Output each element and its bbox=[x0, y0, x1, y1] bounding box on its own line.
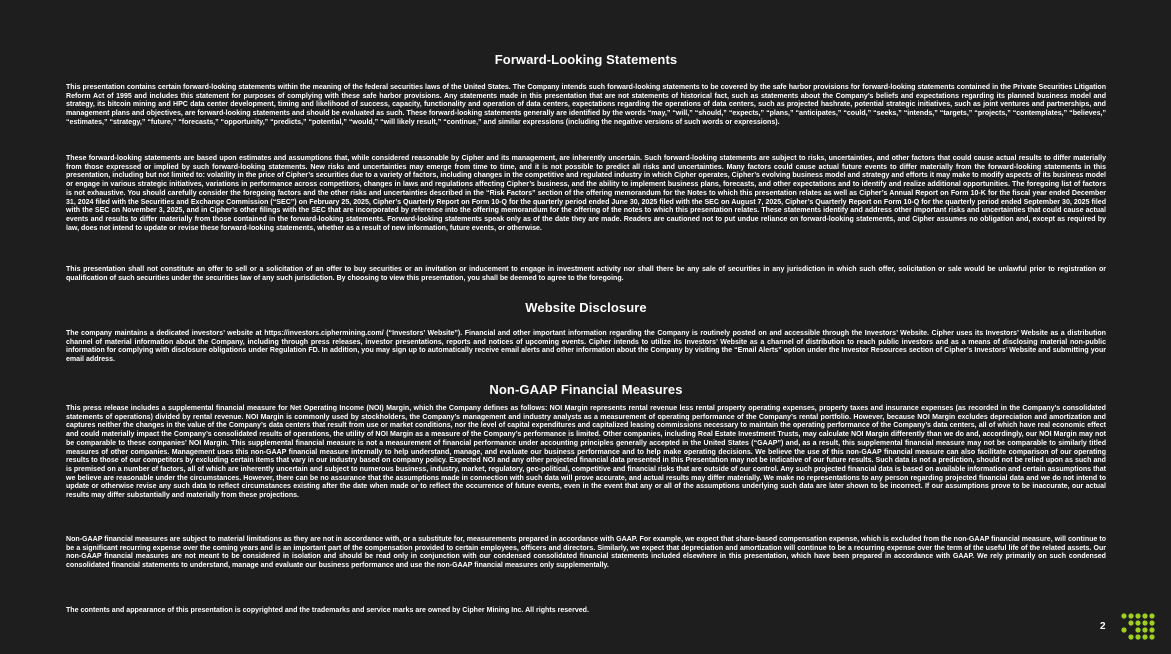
non-gaap-paragraph-2: Non-GAAP financial measures are subject to material limitations as they are not in accordance with, or a substitute for, measurements prepared in accordance with GAAP. For example, we expect that share-based compensation expense, which is excluded from the non-GAAP financial measure, will continue to be a significant recurring expense over the coming years and is an important part of the compensation provided to certain employees, officers and directors. Similarly, we expect that depreciation and amortization will continue to be a recurring expense over the term of the useful life of the related assets. Our non-GAAP financial measures are not meant to be considered in isolation and should be read only in conjunction with our condensed consolidated financial statements included elsewhere in this presentation, which have been prepared in accordance with GAAP. We rely primarily on such condensed consolidated financial statements to understand, manage and evaluate our business performance and use the non-GAAP financial measures only supplementally. bbox=[66, 536, 1106, 570]
website-disclosure-heading: Website Disclosure bbox=[525, 300, 647, 315]
forward-looking-paragraph-2: These forward-looking statements are based upon estimates and assumptions that, while considered reasonable by Cipher and its management, are inherently uncertain. Such forward-looking statements are subject to risks, uncertainties, and other factors that could cause actual results to differ materially from those expressed or implied by such forward-looking statements. New risks and uncertainties may emerge from time to time, and it is not possible to predict all risks and uncertainties. Many factors could cause actual future events to differ materially from the forward-looking statements in this presentation, including but not limited to: volatility in the price of Cipher’s securities due to a variety of factors, including changes in the competitive and regulated industry in which Cipher operates, Cipher’s evolving business model and strategy and efforts it may make to modify aspects of its business model or engage in various strategic initiatives, variations in performance across competitors, changes in laws and regulations affecting Cipher’s business, and the ability to implement business plans, forecasts, and other expectations and to identify and realize additional opportunities. The foregoing list of factors is not exhaustive. You should carefully consider the foregoing factors and the other risks and uncertainties described in the “Risk Factors” section of the offering memorandum for the Notes to which this presentation relates as well as Cipher’s Annual Report on Form 10-K for the fiscal year ended December 31, 2024 filed with the Securities and Exchange Commission (“SEC”) on February 25, 2025, Cipher’s Quarterly Report on Form 10-Q for the quarterly period ended June 30, 2025 filed with the SEC on August 7, 2025, Cipher’s Quarterly Report on Form 10-Q for the quarterly period ended September 30, 2025 filed with the SEC on November 3, 2025, and in Cipher’s other filings with the SEC that are incorporated by reference into the offering memorandum for the offering of the notes to which this presentation relates. These statements identify and address other important risks and uncertainties that could cause actual events and results to differ materially from those contained in the forward-looking statements. Forward-looking statements speak only as of the date they are made. Readers are cautioned not to put undue reliance on forward-looking statements, and Cipher assumes no obligation and, except as required by law, does not intend to update or revise these forward-looking statements, whether as a result of new information, future events, or otherwise. bbox=[66, 155, 1107, 232]
copyright-notice: The contents and appearance of this presentation is copyrighted and the trademarks and service marks are owned by Cipher Mining Inc. All rights reserved. bbox=[66, 607, 589, 614]
forward-looking-paragraph-3: This presentation shall not constitute an offer to sell or a solicitation of an offer to buy securities or an invitation or inducement to engage in investment activity nor shall there be any sale of securities in any jurisdiction in which such offer, solicitation or sale would be unlawful prior to registration or qualification of such securities under the securities law of any such jurisdiction. By choosing to view this presentation, you shall be deemed to agree to the foregoing. bbox=[66, 266, 1106, 282]
website-disclosure-paragraph: The company maintains a dedicated investors’ website at https://investors.ciphermining.com/ (“Investors’ Website”). Financial and other important information regarding the Company is routinely posted on and accessible through the Investors’ Website. Cipher uses its Investors’ Website as a distribution channel of material information about the Company, including through press releases, investor presentations, reports and notices of upcoming events. Cipher intends to utilize its Investors’ Website as a channel of distribution to reach public investors and as a means of disclosing material non-public information for complying with disclosure obligations under Regulation FD. In addition, you may sign up to automatically receive email alerts and other information about the Company by visiting the “Email Alerts” option under the Investor Resources section of Cipher’s Investors’ Website and submitting your email address. bbox=[66, 330, 1106, 364]
non-gaap-heading: Non-GAAP Financial Measures bbox=[489, 382, 683, 397]
cipher-dots-logo-icon bbox=[1120, 612, 1156, 640]
non-gaap-paragraph-1: This press release includes a supplemental financial measure for Net Operating Income (NOI) Margin, which the Company defines as follows: NOI Margin represents rental revenue less rental property operating expenses, property taxes and insurance expenses (as recorded in the Company’s consolidated statements of operations) divided by rental revenue. NOI Margin is commonly used by stockholders, the Company’s management and industry analysts as a measurement of operating performance of the Company’s rental portfolio. However, because NOI Margin excludes depreciation and amortization and captures neither the changes in the value of the Company’s data centers that result from use or market conditions, nor the level of capital expenditures and capitalized leasing commissions necessary to maintain the operating performance of the Company’s data centers, all of which have real economic effect and could materially impact the Company’s consolidated results of operations, the utility of NOI Margin as a measure of the Company’s performance is limited. Other companies, including Real Estate Investment Trusts, may calculate NOI Margin differently than we do and, accordingly, our NOI Margin may not be comparable to these companies’ NOI Margin. This supplemental financial measure is not a measurement of financial performance under accounting principles generally accepted in the United States (“GAAP”) and, as a result, this supplemental financial measure may not be comparable to similarly titled measures of other companies. Management uses this non-GAAP financial measure internally to help understand, manage, and evaluate our business performance and to help make operating decisions. We believe the use of this non-GAAP financial measure can also facilitate comparison of our operating results to those of our competitors by excluding certain items that vary in our industry based on company policy. Expected NOI and any other projected financial data presented in this Presentation may not be indicative of our future results. Such data is not a prediction, should not be relied upon as such and is premised on a number of factors, all of which are inherently uncertain and subject to numerous business, industry, market, regulatory, geo-political, competitive and financial risks that are outside of our control. Any such projected financial data is based on available information and certain assumptions that we believe are reasonable under the circumstances. However, there can be no assurance that the assumptions made in connection with such data will prove accurate, and actual results may differ materially. We make no representations to any person regarding projected financial data and we do not intend to update or otherwise revise any such data to reflect circumstances existing after the date when made or to reflect the occurrence of future events, even in the event that any or all of the assumptions underlying such data are later shown to be incorrect. If our assumptions prove to be inaccurate, our actual results may differ substantially and materially from these projections. bbox=[66, 405, 1106, 500]
forward-looking-paragraph-1: This presentation contains certain forward-looking statements within the meaning of the federal securities laws of the United States. The Company intends such forward-looking statements to be covered by the safe harbor provisions for forward-looking statements contained in the Private Securities Litigation Reform Act of 1995 and includes this statement for purposes of complying with these safe harbor provisions. Any statements made in this presentation that are not statements of historical fact, such as statements about the Company’s beliefs and expectations regarding its planned business model and strategy, its bitcoin mining and HPC data center development, timing and likelihood of success, capacity, functionality and operation of data centers, expectations regarding the operations of data centers, such as projected hashrate, potential strategic initiatives, such as joint ventures and partnerships, and management plans and objectives, are forward-looking statements and should be evaluated as such. These forward-looking statements generally are identified by the words “may,” “will,” “should,” “expects,” “plans,” “anticipates,” “could,” “seeks,” “intends,” “targets,” “projects,” “contemplates,” “believes,” “estimates,” “strategy,” “future,” “forecasts,” “opportunity,” “predicts,” “potential,” “would,” “will likely result,” “continue,” and similar expressions (including the negative versions of such words or expressions). bbox=[66, 84, 1106, 126]
page-number: 2 bbox=[1100, 621, 1106, 632]
forward-looking-statements-heading: Forward-Looking Statements bbox=[494, 52, 678, 67]
